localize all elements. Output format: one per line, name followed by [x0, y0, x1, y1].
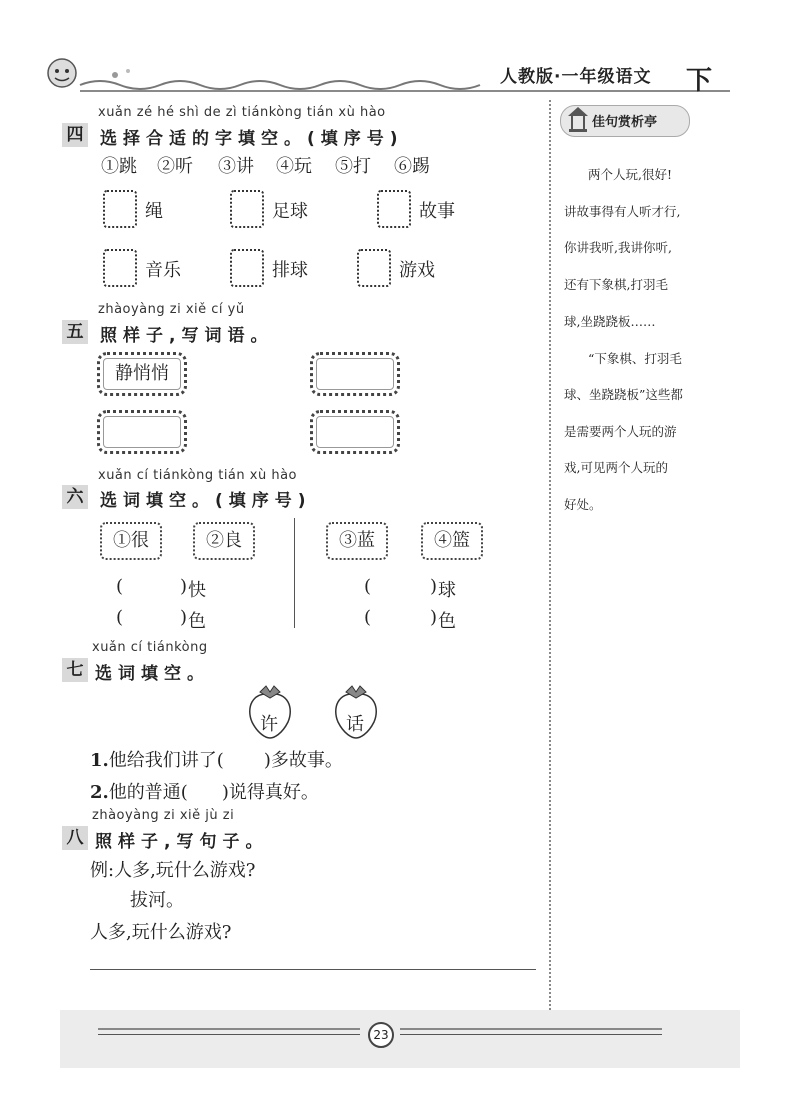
section6-number: 六: [62, 485, 88, 509]
section8-number: 八: [62, 826, 88, 850]
footer-rule: [400, 1028, 662, 1030]
answer-wreath[interactable]: [310, 410, 400, 454]
section5-title: 照样子,写词语。: [100, 326, 274, 346]
question-text: 他给我们讲了(: [108, 750, 224, 771]
column-divider: [294, 518, 295, 628]
question-number: 2.: [90, 782, 109, 803]
question-text: )说得真好。: [221, 782, 319, 803]
question-number: 1.: [90, 750, 109, 771]
word-option-box: ②良: [193, 522, 255, 560]
section4-number: 四: [62, 123, 88, 147]
pavilion-icon: [565, 104, 591, 134]
answer-box[interactable]: [230, 190, 264, 228]
section7-pinyin: xuǎn cí tiánkòng: [92, 640, 208, 655]
footer-rule: [98, 1028, 360, 1030]
prompt-question: 人多,玩什么游戏?: [90, 922, 232, 943]
section4-option: ⑥踢: [394, 156, 430, 177]
blank-word: 足球: [272, 201, 308, 222]
fill-item: 球: [438, 580, 456, 601]
paren-close: ): [180, 607, 188, 628]
sidebar-line: 是需要两个人玩的游: [564, 424, 677, 439]
fill-item: 色: [188, 611, 206, 632]
sidebar-separator: [549, 100, 551, 1010]
blank-word: 故事: [419, 201, 455, 222]
footer-rule: [400, 1034, 662, 1035]
blank-word: 排球: [272, 260, 308, 281]
section8-title: 照样子,写句子。: [95, 832, 269, 852]
answer-wreath[interactable]: [97, 410, 187, 454]
answer-box[interactable]: [357, 249, 391, 287]
strawberry-word: 许: [260, 714, 278, 735]
example-answer: 拔河。: [130, 890, 184, 911]
section4-option: ③讲: [218, 156, 254, 177]
answer-box[interactable]: [230, 249, 264, 287]
header-edition: 人教版·一年级语文: [500, 67, 652, 87]
example-word-wreath: 静悄悄: [97, 352, 187, 396]
paren-open: (: [364, 607, 372, 628]
sidebar-line: 你讲我听,我讲你听,: [564, 240, 672, 255]
section4-option: ④玩: [276, 156, 312, 177]
footer-band: [60, 1010, 740, 1068]
sidebar-line: 讲故事得有人听才行,: [564, 204, 681, 219]
sidebar-line: 球、坐跷跷板”这些都: [564, 387, 683, 402]
page-number: 23: [368, 1022, 394, 1048]
section5-pinyin: zhàoyàng zi xiě cí yǔ: [98, 302, 245, 317]
question-text: )多故事。: [263, 750, 343, 771]
footer-rule: [98, 1034, 360, 1035]
fill-item: 色: [438, 611, 456, 632]
section5-number: 五: [62, 320, 88, 344]
section4-option: ①跳: [101, 156, 137, 177]
sidebar-line: 戏,可见两个人玩的: [564, 460, 668, 475]
sidebar-line: “下象棋、打羽毛: [588, 351, 682, 366]
word-option-box: ①很: [100, 522, 162, 560]
paren-close: ): [430, 576, 438, 597]
answer-wreath[interactable]: [310, 352, 400, 396]
paren-close: ): [430, 607, 438, 628]
question-text: 他的普通(: [108, 782, 188, 803]
example-question: 例:人多,玩什么游戏?: [90, 860, 256, 881]
section4-pinyin: xuǎn zé hé shì de zì tiánkòng tián xù hào: [98, 105, 386, 120]
sidebar-line: 两个人玩,很好!: [588, 167, 672, 182]
section4-option: ②听: [157, 156, 193, 177]
blank-word: 绳: [145, 201, 163, 222]
fill-item: 快: [188, 580, 206, 601]
word-option-box: ④篮: [421, 522, 483, 560]
paren-close: ): [180, 576, 188, 597]
strawberry-word: 话: [346, 714, 364, 735]
answer-box[interactable]: [103, 190, 137, 228]
section7-title: 选词填空。: [95, 664, 210, 684]
section4-title: 选择合适的字填空。(填序号): [100, 129, 404, 149]
question-2: [90, 778, 319, 804]
section7-number: 七: [62, 658, 88, 682]
header-volume: 下: [686, 66, 713, 96]
question-1: [90, 746, 343, 772]
paren-open: (: [364, 576, 372, 597]
sidebar-line: 还有下象棋,打羽毛: [564, 277, 668, 292]
blank-word: 音乐: [145, 260, 181, 281]
answer-line[interactable]: [90, 969, 536, 970]
sidebar-title: 佳句赏析亭: [592, 115, 658, 130]
blank-word: 游戏: [399, 260, 435, 281]
answer-box[interactable]: [103, 249, 137, 287]
word-option-box: ③蓝: [326, 522, 388, 560]
sidebar-line: 球,坐跷跷板……: [564, 314, 656, 329]
paren-open: (: [116, 576, 124, 597]
answer-box[interactable]: [377, 190, 411, 228]
sidebar-line: 好处。: [564, 497, 602, 512]
section4-option: ⑤打: [335, 156, 371, 177]
section6-title: 选词填空。(填序号): [100, 491, 312, 511]
paren-open: (: [116, 607, 124, 628]
section6-pinyin: xuǎn cí tiánkòng tián xù hào: [98, 468, 297, 483]
section8-pinyin: zhàoyàng zi xiě jù zi: [92, 808, 235, 823]
